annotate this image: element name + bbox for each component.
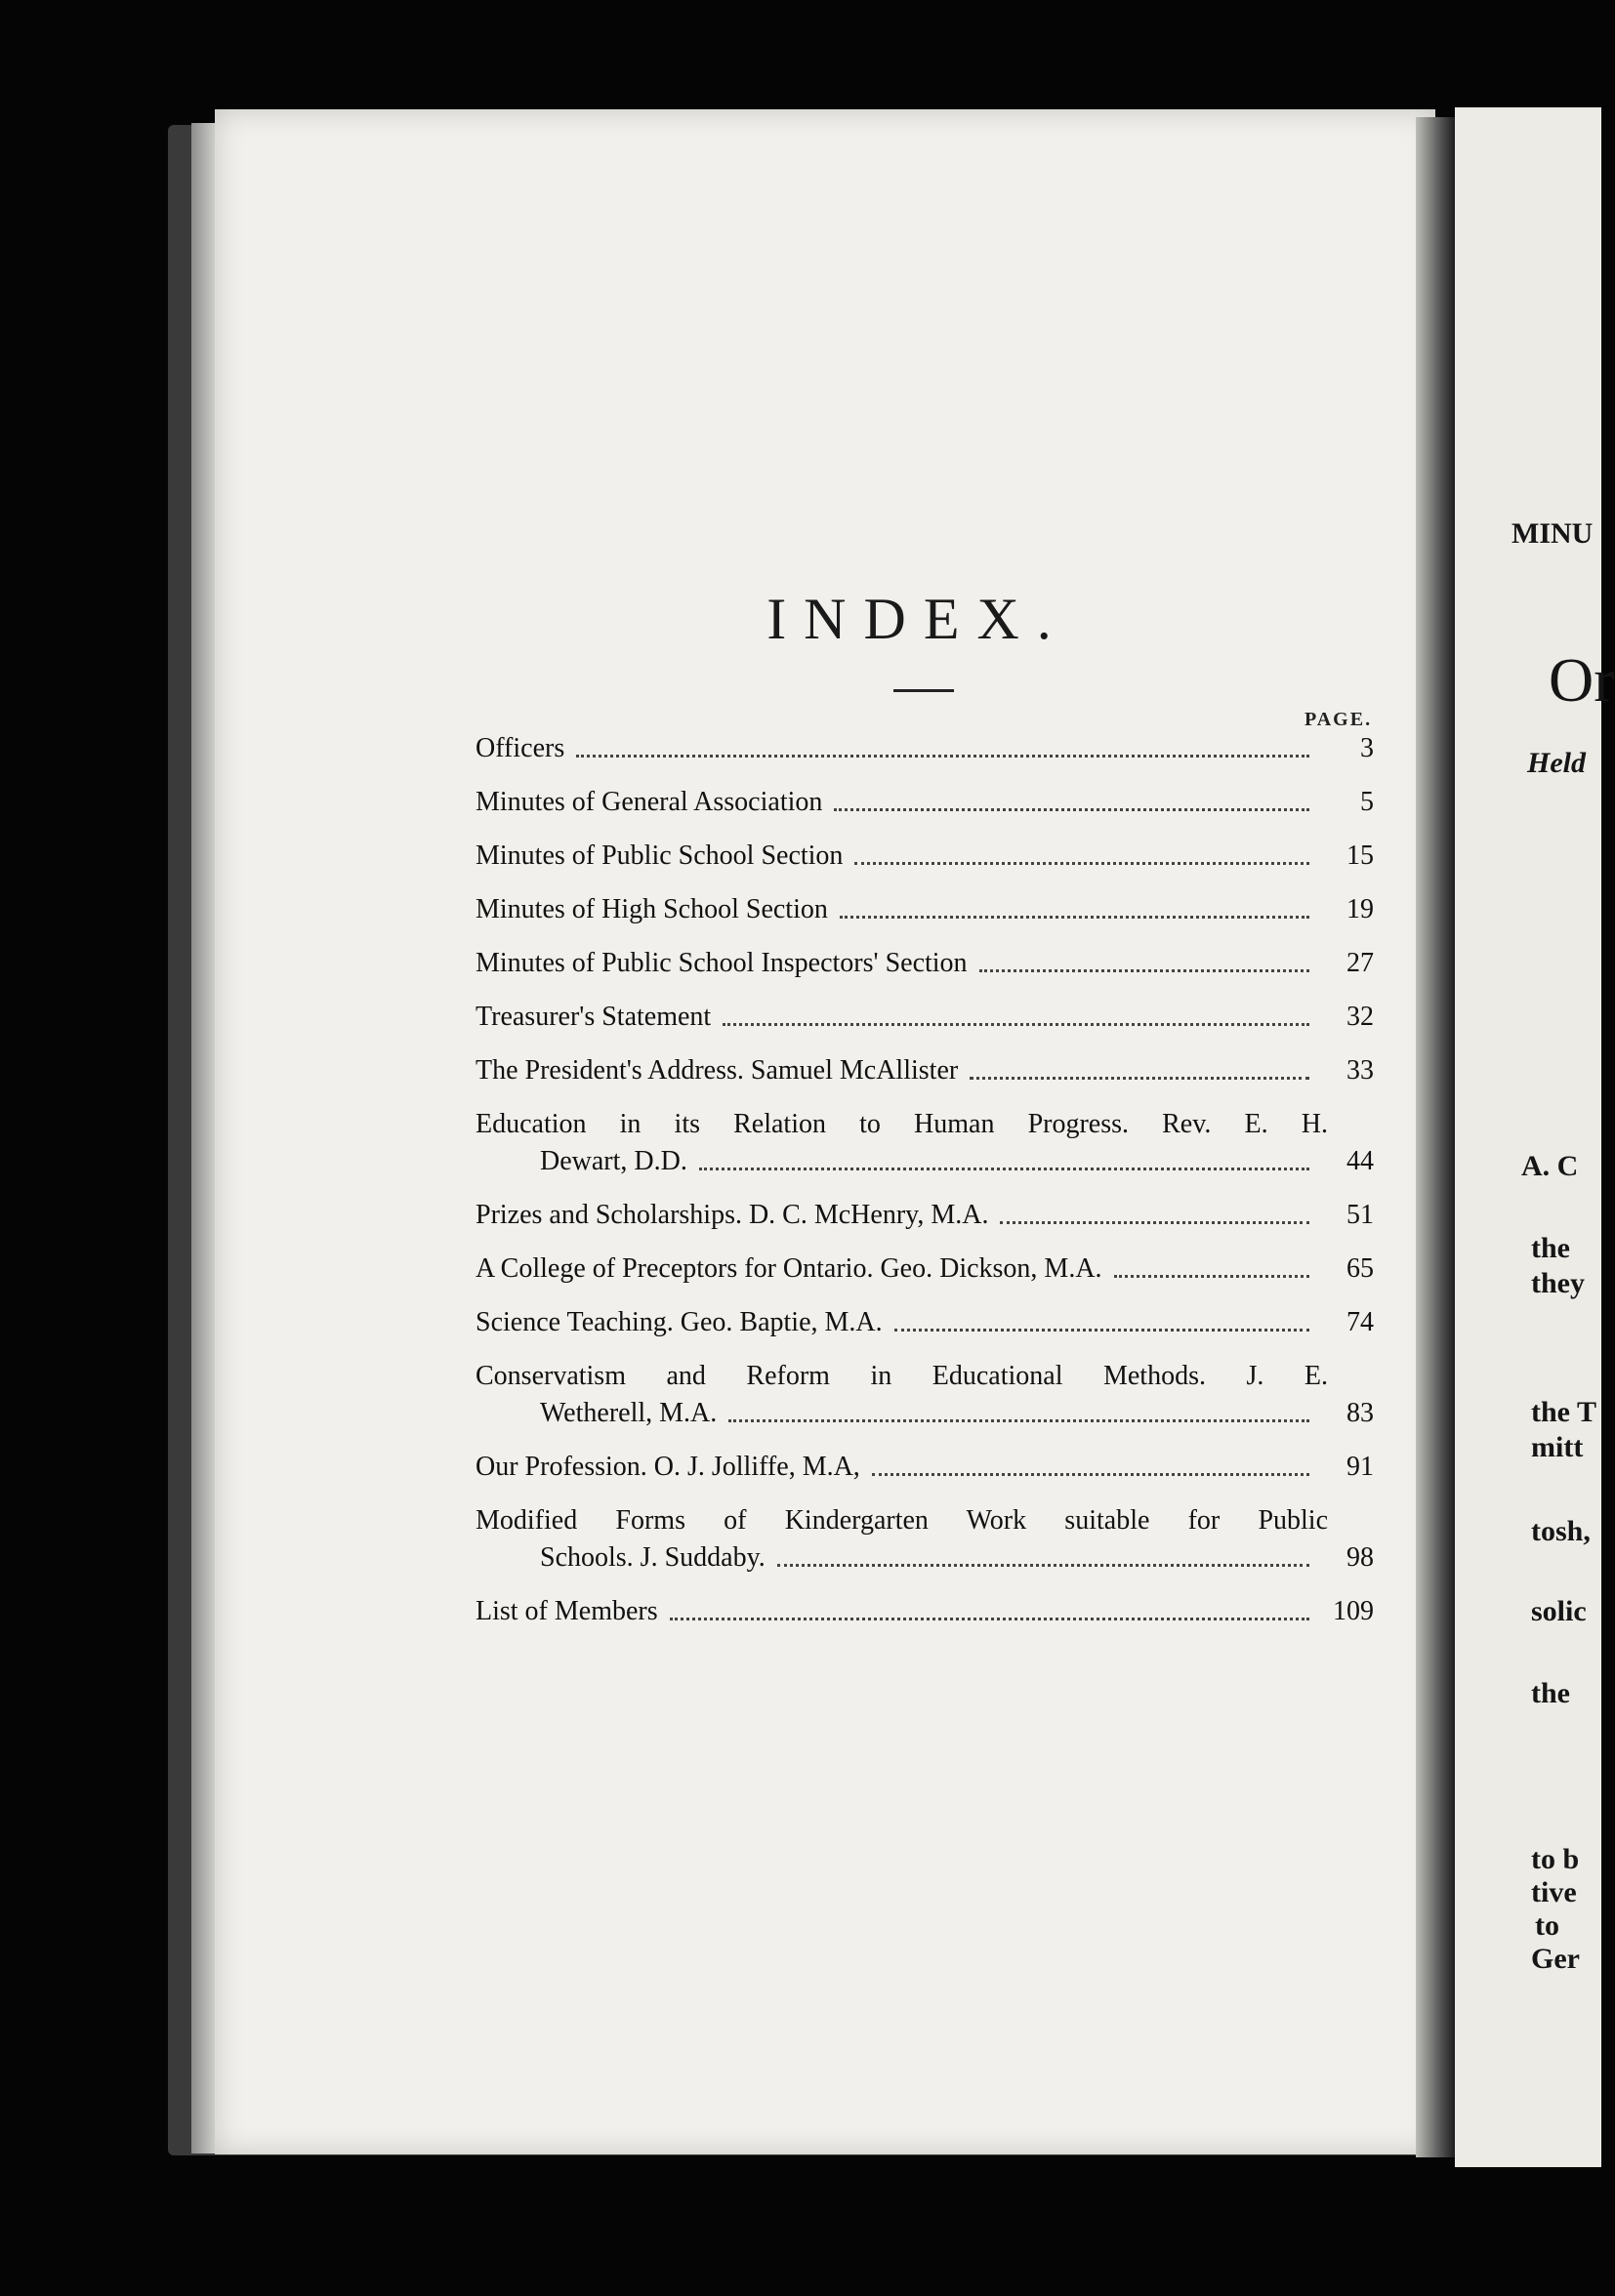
entry-title-line2: Wetherell, M.A. [540,1398,718,1428]
index-entry [476,1358,1374,1432]
entry-page: 32 [1346,1002,1374,1032]
book-gutter [1416,117,1455,2157]
entry-page: 15 [1346,840,1374,871]
entry-title: Minutes of High School Section [476,894,828,924]
dot-leader [894,1329,1309,1332]
entry-title-line2-row [476,1395,1374,1432]
entry-title: Minutes of General Association [476,787,823,817]
facing-page-fragment: Or [1549,645,1615,715]
facing-page [1455,107,1615,2167]
index-entry [476,1304,1374,1341]
index-entry [476,1052,1374,1089]
facing-page-fragment: tosh, [1531,1515,1591,1547]
dot-leader [576,755,1309,758]
facing-page-fragment: the [1531,1232,1570,1264]
index-entry [476,1449,1374,1486]
index-entry [476,1502,1374,1577]
facing-page-fragment: the T [1531,1396,1596,1428]
index-entry [476,945,1374,982]
index-entry [476,891,1374,928]
index-entry [476,838,1374,875]
dot-leader [728,1419,1309,1422]
entry-title: A College of Preceptors for Ontario. Geo. Dickson, M.A. [476,1253,1102,1284]
dot-leader [723,1023,1309,1026]
entry-page: 83 [1346,1398,1374,1428]
entry-title: Officers [476,733,565,763]
facing-page-fragment: the [1531,1677,1570,1709]
index-entry [476,730,1374,767]
entry-title: List of Members [476,1596,658,1626]
entry-title-line2-row [476,1539,1374,1577]
facing-page-fragment: A. C [1521,1150,1579,1182]
facing-page-fragment: to [1535,1909,1559,1942]
entry-page: 65 [1346,1253,1374,1284]
entry-title-line1: Modified Forms of Kindergarten Work suitable for Public [476,1505,1328,1536]
entry-title: Prizes and Scholarships. D. C. McHenry, M.A. [476,1200,989,1230]
dot-leader [840,916,1309,919]
entry-title-line1: Education in its Relation to Human Progress. Rev. E. H. [476,1109,1328,1139]
entry-title: Minutes of Public School Inspectors' Section [476,948,968,978]
dot-leader [1114,1275,1309,1278]
dot-leader [970,1077,1309,1080]
index-entry [476,1593,1374,1630]
page-title: INDEX. [766,587,1069,651]
entry-title: The President's Address. Samuel McAllister [476,1055,959,1086]
entry-title-line1: Conservatism and Reform in Educational Methods. J. E. [476,1361,1328,1391]
page-column-header: PAGE. [1304,709,1373,730]
entry-title: Minutes of Public School Section [476,840,844,871]
entry-title-line2-row [476,1143,1374,1180]
entry-page: 5 [1360,787,1374,817]
entry-page: 33 [1346,1055,1374,1086]
dot-leader [777,1564,1309,1567]
facing-page-fragment: mitt [1531,1431,1584,1463]
entry-title-line2: Dewart, D.D. [540,1146,687,1176]
dot-leader [699,1168,1309,1170]
index-entry [476,1250,1374,1288]
dot-leader [670,1618,1309,1620]
entry-page: 51 [1346,1200,1374,1230]
dot-leader [1000,1221,1309,1224]
entry-page: 98 [1346,1542,1374,1573]
entry-page: 44 [1346,1146,1374,1176]
index-entry [476,784,1374,821]
entry-page: 3 [1360,733,1374,763]
facing-page-fragment: Ger [1531,1943,1580,1975]
entry-page: 74 [1346,1307,1374,1337]
dot-leader [872,1473,1309,1476]
entry-page: 27 [1346,948,1374,978]
facing-page-fragment: solic [1531,1595,1587,1627]
entry-title: Treasurer's Statement [476,1002,712,1032]
title-rule [893,689,954,692]
facing-page-fragment: Held [1527,747,1586,779]
facing-page-fragment: MINU [1511,517,1594,550]
facing-page-fragment: tive [1531,1876,1577,1908]
index-list [476,730,1374,1630]
entry-page: 109 [1333,1596,1374,1626]
index-entry [476,1106,1374,1180]
index-entry [476,999,1374,1036]
entry-page: 19 [1346,894,1374,924]
entry-title-line2: Schools. J. Suddaby. [540,1542,766,1573]
facing-page-fragment: they [1531,1267,1585,1299]
entry-page: 91 [1346,1452,1374,1482]
facing-page-fragment: to b [1531,1843,1580,1875]
entry-title: Our Profession. O. J. Jolliffe, M.A, [476,1452,860,1482]
dot-leader [834,808,1309,811]
dot-leader [979,969,1309,972]
dot-leader [854,862,1309,865]
entry-title: Science Teaching. Geo. Baptie, M.A. [476,1307,883,1337]
index-entry [476,1197,1374,1234]
